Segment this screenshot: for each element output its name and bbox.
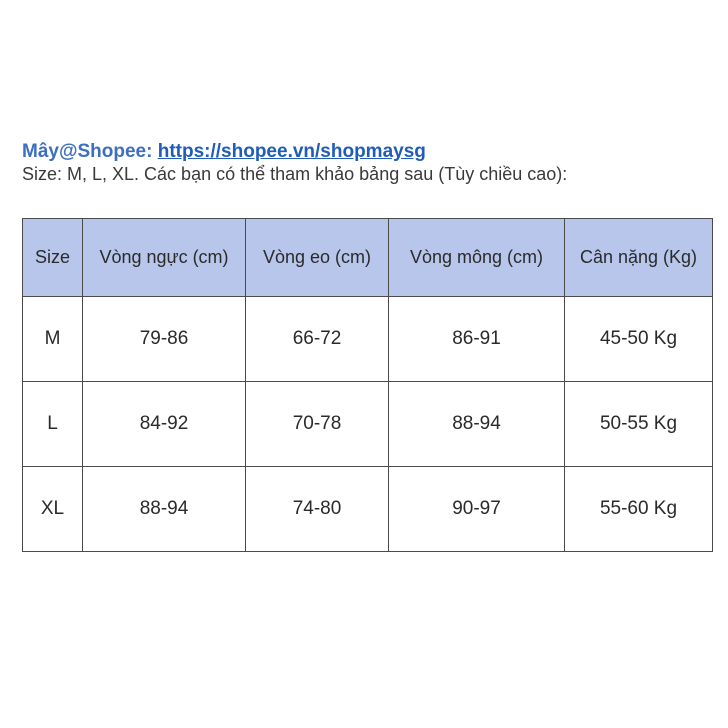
table-row xyxy=(23,467,713,552)
table-header-row xyxy=(23,219,713,297)
size-chart-table xyxy=(22,218,713,552)
column-header-size: Size xyxy=(23,219,83,297)
cell-hip: 86-91 xyxy=(389,297,565,382)
table-row xyxy=(23,297,713,382)
cell-waist: 74-80 xyxy=(246,467,389,552)
cell-chest: 88-94 xyxy=(83,467,246,552)
shop-header xyxy=(22,141,712,185)
cell-weight: 55-60 Kg xyxy=(565,467,713,552)
shop-brand-name: Mây@Shopee: xyxy=(22,141,153,162)
table-row xyxy=(23,382,713,467)
brand-line xyxy=(22,141,712,163)
column-header-chest: Vòng ngực (cm) xyxy=(83,219,246,297)
cell-weight: 45-50 Kg xyxy=(565,297,713,382)
cell-chest: 79-86 xyxy=(83,297,246,382)
cell-size: M xyxy=(23,297,83,382)
column-header-hip: Vòng mông (cm) xyxy=(389,219,565,297)
cell-chest: 84-92 xyxy=(83,382,246,467)
cell-hip: 90-97 xyxy=(389,467,565,552)
cell-size: L xyxy=(23,382,83,467)
column-header-waist: Vòng eo (cm) xyxy=(246,219,389,297)
column-header-weight: Cân nặng (Kg) xyxy=(565,219,713,297)
cell-size: XL xyxy=(23,467,83,552)
cell-waist: 70-78 xyxy=(246,382,389,467)
cell-hip: 88-94 xyxy=(389,382,565,467)
shop-link[interactable]: https://shopee.vn/shopmaysg xyxy=(157,141,426,162)
size-note: Size: M, L, XL. Các bạn có thể tham khảo bảng sau (Tùy chiều cao): xyxy=(22,164,568,184)
cell-waist: 66-72 xyxy=(246,297,389,382)
cell-weight: 50-55 Kg xyxy=(565,382,713,467)
